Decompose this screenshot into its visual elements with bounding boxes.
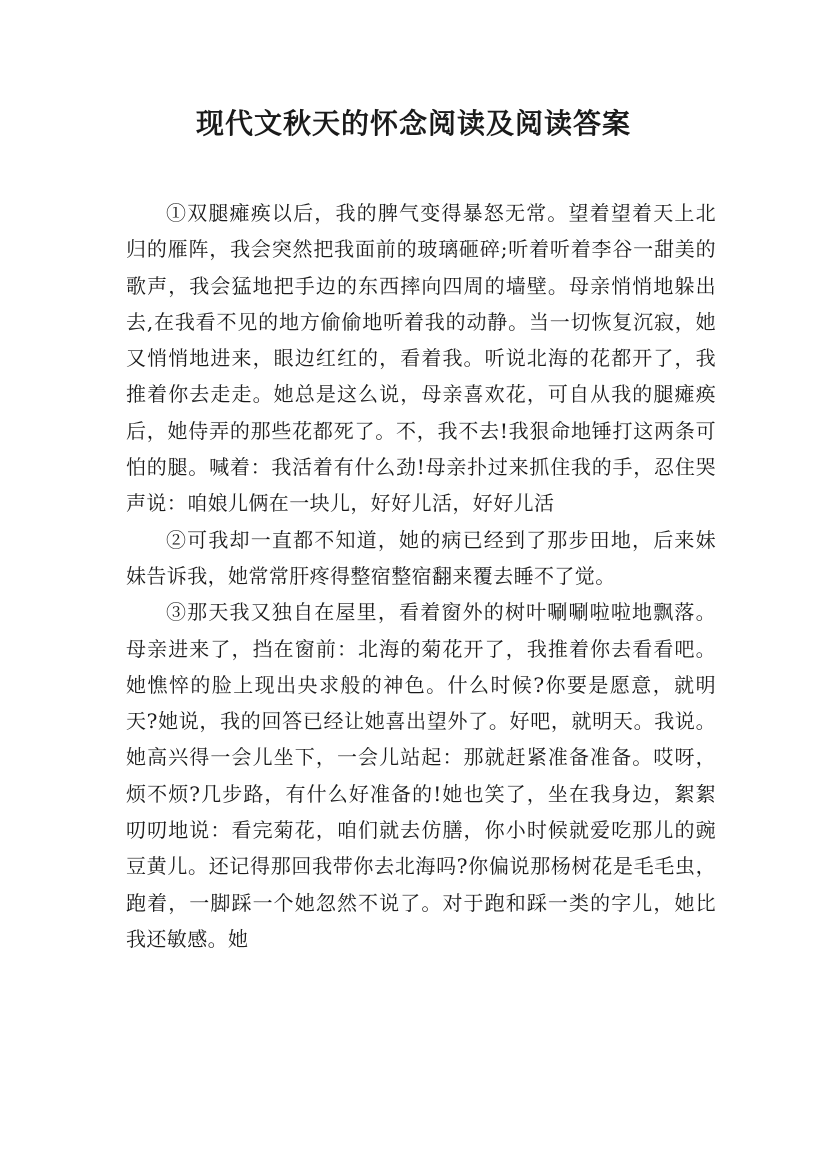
paragraph-1: ①双腿瘫痪以后，我的脾气变得暴怒无常。望着望着天上北归的雁阵，我会突然把我面前的玻璃砸碎;听着听着李谷一甜美的歌声，我会猛地把手边的东西摔向四周的墙壁。母亲悄悄地躲出去,在我看不见的地方偷偷地听着我的动静。当一切恢复沉寂，她又悄悄地进来，眼边红红的，看着我。听说北海的花都开了，我推着你去走走。她总是这么说，母亲喜欢花，可自从我的腿瘫痪后，她侍弄的那些花都死了。不，我不去!我狠命地锤打这两条可怕的腿。喊着：我活着有什么劲!母亲扑过来抓住我的手，忍住哭声说：咱娘儿俩在一块儿，好好儿活，好好儿活 <box>126 201 716 516</box>
paragraph-3: ③那天我又独自在屋里，看着窗外的树叶唰唰啦啦地飘落。母亲进来了，挡在窗前：北海的菊花开了，我推着你去看看吧。她憔悴的脸上现出央求般的神色。什么时候?你要是愿意，就明天?她说，我的回答已经让她喜出望外了。好吧，就明天。我说。她高兴得一会儿坐下，一会儿站起：那就赶紧准备准备。哎呀，烦不烦?几步路，有什么好准备的!她也笑了，坐在我身边，絮絮叨叨地说：看完菊花，咱们就去仿膳，你小时候就爱吃那儿的豌豆黄儿。还记得那回我带你去北海吗?你偏说那杨树花是毛毛虫，跑着，一脚踩一个她忽然不说了。对于跑和踩一类的字儿，她比我还敏感。她 <box>126 600 716 951</box>
document-title: 现代文秋天的怀念阅读及阅读答案 <box>195 107 631 140</box>
document-body <box>126 195 716 957</box>
paragraph-2: ②可我却一直都不知道，她的病已经到了那步田地，后来妹妹告诉我，她常常肝疼得整宿整宿翻来覆去睡不了觉。 <box>126 527 716 588</box>
